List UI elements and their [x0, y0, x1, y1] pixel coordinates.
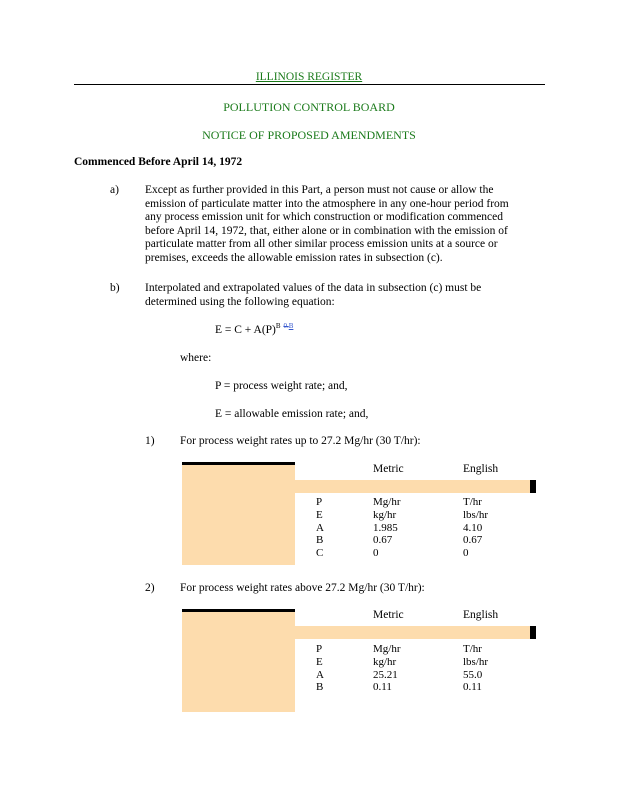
table1-col-metric: Metric — [373, 463, 404, 475]
notice-title: NOTICE OF PROPOSED AMENDMENTS — [202, 128, 416, 142]
table1-sym: A — [316, 521, 324, 534]
equation — [215, 322, 293, 336]
para-a-line: any process emission unit for which construction or modification commenced — [145, 211, 504, 223]
section-heading: Commenced Before April 14, 1972 — [74, 156, 243, 168]
table2-metric: Mg/hr — [373, 643, 401, 655]
equation-deleted: 0. — [283, 322, 289, 330]
table1-english: 0 — [463, 547, 469, 560]
table2-metric: 25.21 — [373, 668, 398, 681]
table1-metric: Mg/hr — [373, 496, 401, 508]
table1-stub-fill — [182, 465, 295, 565]
table2-metric: kg/hr — [373, 655, 397, 668]
table1-english: 0.67 — [463, 534, 483, 547]
register-title: ILLINOIS REGISTER — [255, 71, 363, 83]
table1-sym: E — [316, 508, 323, 521]
para-a-line: Except as further provided in this Part, a person must not cause or allow the — [145, 184, 494, 196]
table2-english: 55.0 — [463, 668, 483, 681]
para-a-line: particulate matter from all other similar process emission units at a source or — [145, 238, 498, 250]
table2-header-band — [295, 626, 530, 639]
table1-metric: kg/hr — [373, 508, 397, 521]
table2-caption: For process weight rates above 27.2 Mg/hr (30 T/hr): — [180, 582, 425, 594]
table1-sym-col — [316, 496, 324, 560]
table2-english-col — [463, 643, 488, 694]
table1-english-col — [463, 496, 488, 560]
table1-header-band — [295, 480, 530, 493]
table2-sym: E — [316, 655, 323, 668]
para-a-line: before April 14, 1972, that, either alone or in combination with the emission of — [145, 224, 508, 237]
para-b-marker: b) — [110, 282, 120, 294]
table1-metric: 0 — [373, 547, 379, 560]
para-a-line: premises, exceeds the allowable emission rates in subsection (c). — [145, 251, 443, 264]
table2-sym: B — [316, 681, 324, 694]
table2-sym: P — [316, 643, 323, 655]
table1-english: T/hr — [463, 496, 482, 508]
board-title: POLLUTION CONTROL BOARD — [223, 100, 395, 114]
table1-sym: B — [316, 534, 324, 547]
equation-text: E = C + A(P) — [215, 324, 276, 336]
para-b-line: Interpolated and extrapolated values of the data in subsection (c) must be — [145, 282, 482, 294]
header-rule — [74, 84, 545, 85]
table1-metric: 1.985 — [373, 521, 398, 534]
equation-inserted: B — [288, 322, 294, 330]
table1-english: 4.10 — [463, 521, 483, 534]
table2-marker: 2) — [145, 582, 155, 594]
table1-sym: C — [316, 547, 324, 560]
table2-metric-col — [373, 643, 401, 694]
table2-english: 0.11 — [463, 681, 482, 694]
table1-band-end — [530, 480, 536, 493]
table2-sym-col — [316, 643, 324, 694]
para-a-marker: a) — [110, 184, 119, 196]
table2-col-metric: Metric — [373, 609, 404, 621]
para-a-line: emission of particulate matter into the atmosphere in any one-hour period from — [145, 197, 509, 210]
table1-metric: 0.67 — [373, 534, 393, 547]
para-b-line: determined using the following equation: — [145, 295, 335, 308]
equation-superscript: B — [275, 322, 281, 331]
table2-band-end — [530, 626, 536, 639]
where-label: where: — [180, 352, 212, 364]
table2-sym: A — [316, 668, 324, 681]
table1-sym: P — [316, 496, 323, 508]
para-a-text — [145, 184, 545, 265]
table2-col-english: English — [463, 609, 499, 621]
table2-english: lbs/hr — [463, 655, 489, 668]
table1-col-english: English — [463, 463, 499, 475]
table1-marker: 1) — [145, 435, 155, 447]
para-b-text — [145, 282, 545, 309]
definition-p: P = process weight rate; and, — [215, 380, 348, 392]
table1-english: lbs/hr — [463, 508, 489, 521]
table2-english: T/hr — [463, 643, 482, 655]
definition-e: E = allowable emission rate; and, — [215, 408, 369, 420]
table1-caption: For process weight rates up to 27.2 Mg/hr (30 T/hr): — [180, 435, 421, 447]
table2-metric: 0.11 — [373, 681, 392, 694]
table1-metric-col — [373, 496, 401, 560]
table2-stub-fill — [182, 612, 295, 712]
